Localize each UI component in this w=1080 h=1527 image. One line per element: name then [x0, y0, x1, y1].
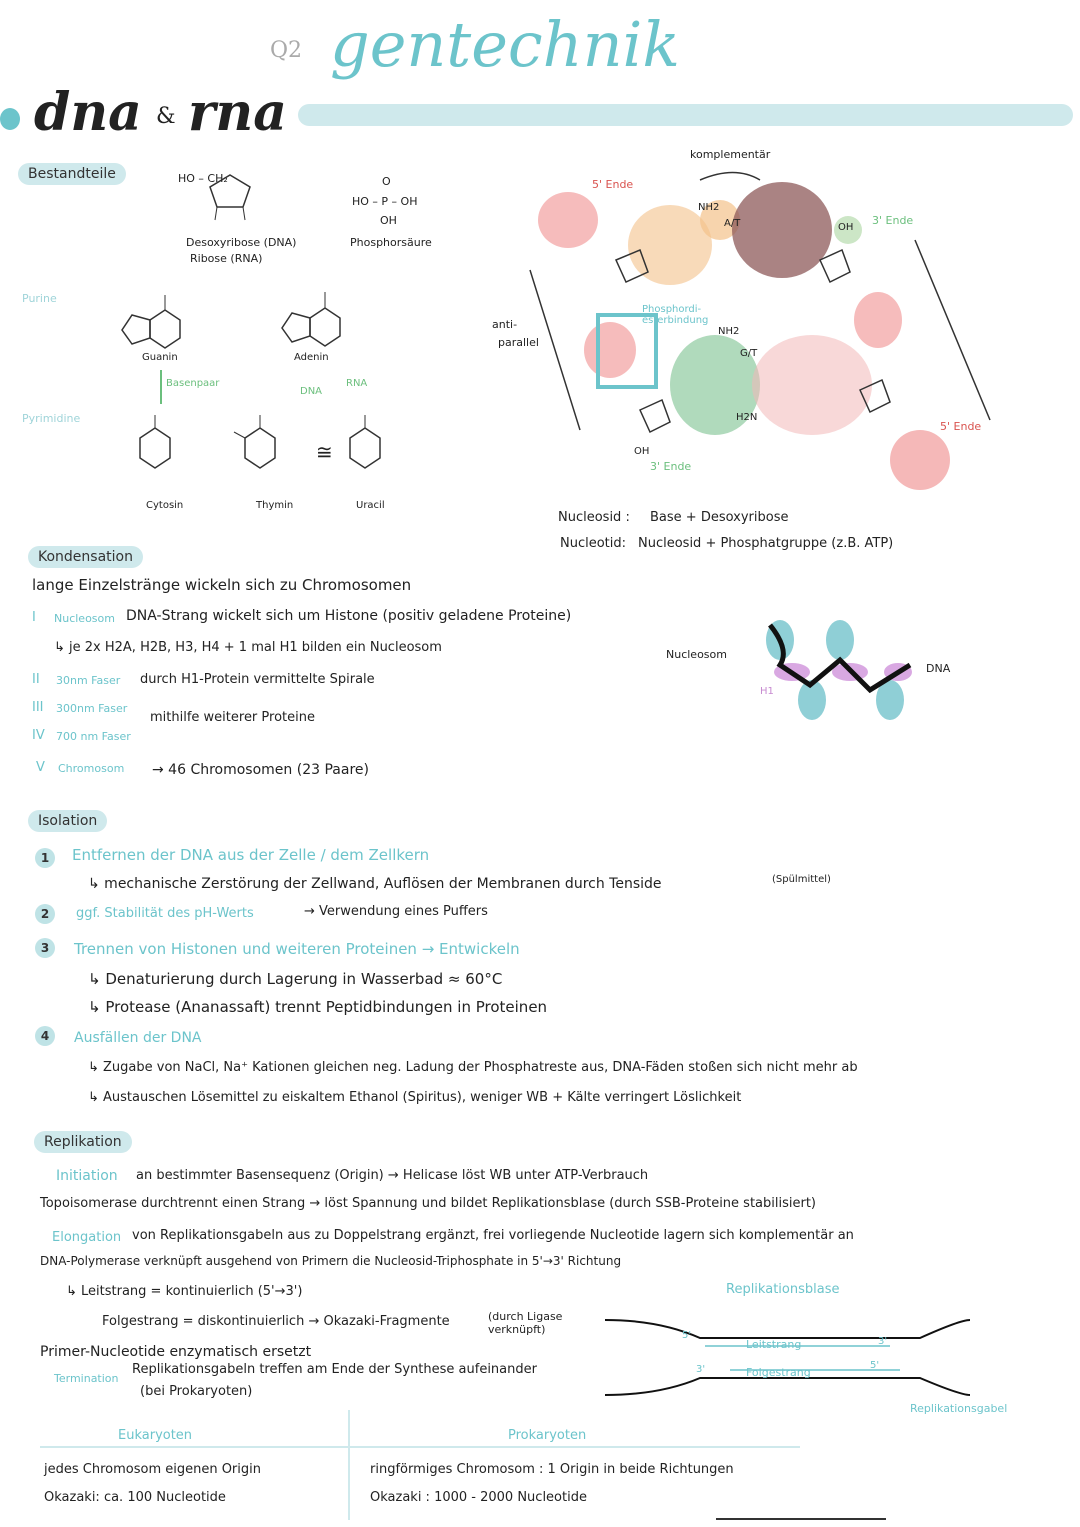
- adenin-label: Adenin: [294, 352, 329, 363]
- pyrimidine-label: Pyrimidine: [22, 412, 81, 425]
- replikationsblase-label: Replikationsblase: [726, 1282, 840, 1297]
- isolation-step2: ggf. Stabilität des pH-Werts: [76, 906, 254, 921]
- kondensation-intro: lange Einzelstränge wickeln sich zu Chromosomen: [32, 576, 412, 594]
- antiparallel-1: anti-: [492, 318, 518, 331]
- sugar-formula: HO – CH₂: [178, 172, 228, 185]
- table-head-prokaryoten: Prokaryoten: [508, 1428, 587, 1443]
- oh-bottom: OH: [634, 446, 650, 457]
- phosphor-top: O: [382, 175, 391, 188]
- isolation-step1-sub: ↳ mechanische Zerstörung der Zellwand, Auflösen der Membranen durch Tenside: [88, 876, 662, 892]
- prime-3b: 3': [696, 1364, 706, 1375]
- cytosin-label: Cytosin: [146, 500, 184, 511]
- subtitle-dna: dna: [34, 82, 142, 143]
- isolation-step3-sub1: ↳ Denaturierung durch Lagerung in Wasserbad ≈ 60°C: [88, 970, 503, 988]
- k-s5-text: → 46 Chromosomen (23 Paare): [152, 762, 369, 778]
- k-s1-term: Nucleosom: [54, 612, 115, 625]
- k-s1-text: DNA-Strang wickelt sich um Histone (positiv geladene Proteine): [126, 608, 572, 624]
- isolation-step2-sub: → Verwendung eines Puffers: [304, 904, 488, 919]
- k-s4-term: 700 nm Faser: [56, 730, 131, 743]
- footer-rule: [716, 1518, 886, 1520]
- table-head-eukaryoten: Eukaryoten: [118, 1428, 193, 1443]
- thymin-label: Thymin: [256, 500, 294, 511]
- uracil-label: Uracil: [356, 500, 385, 511]
- table-pro-row2: Okazaki : 1000 - 2000 Nucleotide: [370, 1490, 587, 1505]
- title-bullet-icon: [0, 108, 20, 130]
- nucleosid-label: Nucleosid :: [558, 510, 630, 525]
- k-s1-sub: ↳ je 2x H2A, H2B, H3, H4 + 1 mal H1 bilden ein Nucleosom: [54, 640, 442, 655]
- leitstrang-label: Leitstrang: [746, 1338, 802, 1351]
- nucleotid-def: Nucleosid + Phosphatgruppe (z.B. ATP): [638, 536, 894, 551]
- isolation-step4-sub2: ↳ Austauschen Lösemittel zu eiskaltem Ethanol (Spiritus), weniger WB + Kälte verringert Löslichkeit: [88, 1090, 742, 1105]
- rna-arrow-label: RNA: [346, 378, 368, 389]
- nucleotid-label: Nucleotid:: [560, 536, 627, 551]
- isolation-step3: Trennen von Histonen und weiteren Proteinen → Entwickeln: [74, 940, 520, 958]
- nh2-top: NH2: [698, 202, 720, 213]
- phosphor-bot: OH: [380, 214, 397, 227]
- isolation-step4: Ausfällen der DNA: [74, 1030, 202, 1046]
- rep-folgestrang: Folgestrang = diskontinuierlich → Okazaki-Fragmente: [102, 1314, 450, 1329]
- nh2-mid: NH2: [718, 326, 740, 337]
- oh-top: OH: [838, 222, 854, 233]
- dna-arrow-label: DNA: [300, 386, 323, 397]
- prime-3a: 3': [878, 1336, 888, 1347]
- antiparallel-2: parallel: [498, 336, 539, 349]
- ribose-label: Ribose (RNA): [190, 252, 263, 265]
- isolation-step1-num: 1: [35, 848, 55, 868]
- guanin-label: Guanin: [142, 352, 178, 363]
- table-pro-row1: ringförmiges Chromosom : 1 Origin in beide Richtungen: [370, 1462, 734, 1477]
- purine-label: Purine: [22, 292, 57, 305]
- nucleosom-illustration: [740, 610, 930, 730]
- phosphor-mid: HO – P – OH: [352, 195, 418, 208]
- h1-label: H1: [760, 686, 774, 697]
- k-s34-text: mithilfe weiterer Proteine: [150, 710, 315, 725]
- k-s3-num: III: [32, 700, 44, 715]
- isolation-step4-sub1: ↳ Zugabe von NaCl, Na⁺ Kationen gleichen neg. Ladung der Phosphatreste aus, DNA-Fäden stoßen sich nicht mehr ab: [88, 1060, 858, 1075]
- section-bestandteile: Bestandteile: [18, 163, 126, 185]
- rep-leitstrang: ↳ Leitstrang = kontinuierlich (5'→3'): [66, 1284, 303, 1299]
- rep-initiation-term: Initiation: [56, 1168, 118, 1184]
- course-label: Q2: [270, 38, 303, 63]
- end5-bottom: 5' Ende: [940, 420, 982, 433]
- replikationsgabel-label: Replikationsgabel: [910, 1402, 1008, 1415]
- page-title: gentechnik: [330, 8, 680, 81]
- k-s5-term: Chromosom: [58, 762, 125, 775]
- table-euk-row2: Okazaki: ca. 100 Nucleotide: [44, 1490, 226, 1505]
- rep-ligase-note: (durch Ligase verknüpft): [488, 1310, 563, 1336]
- end3-bottom: 3' Ende: [650, 460, 692, 473]
- k-s2-num: II: [32, 672, 40, 687]
- nucleosom-label: Nucleosom: [666, 648, 727, 661]
- isolation-step4-num: 4: [35, 1026, 55, 1046]
- approx-symbol: ≅: [316, 440, 333, 464]
- header-bar: [298, 104, 1073, 126]
- isolation-step3-num: 3: [35, 938, 55, 958]
- table-header-line: [40, 1446, 800, 1448]
- k-s3-term: 300nm Faser: [56, 702, 128, 715]
- gc-label: G/T: [740, 348, 758, 359]
- dna-label: DNA: [926, 662, 951, 675]
- rep-termination-text: Replikationsgabeln treffen am Ende der Synthese aufeinander: [132, 1362, 537, 1377]
- table-euk-row1: jedes Chromosom eigenen Origin: [44, 1462, 261, 1477]
- sugar-label: Desoxyribose (DNA): [186, 236, 297, 249]
- nucleosid-def: Base + Desoxyribose: [650, 510, 789, 525]
- k-s4-num: IV: [32, 728, 45, 743]
- isolation-step2-num: 2: [35, 904, 55, 924]
- k-s5-num: V: [36, 760, 45, 775]
- rep-topo: Topoisomerase durchtrennt einen Strang → löst Spannung und bildet Replikationsblase (durch SSB-Proteine stabilisiert): [40, 1196, 817, 1211]
- phosphodiester-label: Phosphordi-esterbindung: [642, 304, 709, 326]
- h2n-label: H2N: [736, 412, 758, 423]
- dna-double-strand-diagram: [520, 140, 1020, 500]
- section-kondensation: Kondensation: [28, 546, 143, 568]
- subtitle-rna: rna: [188, 82, 287, 143]
- rep-elongation-term: Elongation: [52, 1230, 122, 1245]
- isolation-step1: Entfernen der DNA aus der Zelle / dem Zellkern: [72, 846, 430, 864]
- rep-termination-note: (bei Prokaryoten): [140, 1384, 253, 1399]
- k-s2-term: 30nm Faser: [56, 674, 121, 687]
- phosphor-label: Phosphorsäure: [350, 236, 432, 249]
- prime-5a: 5': [682, 1330, 692, 1341]
- rep-elongation-text: von Replikationsgabeln aus zu Doppelstrang ergänzt, frei vorliegende Nucleotide lagern sich komplementär an: [132, 1228, 854, 1243]
- rep-primer: Primer-Nucleotide enzymatisch ersetzt: [40, 1344, 312, 1360]
- k-s1-num: I: [32, 610, 36, 625]
- isolation-step3-sub2: ↳ Protease (Ananassaft) trennt Peptidbindungen in Proteinen: [88, 998, 548, 1016]
- replication-bubble-diagram: [600, 1300, 980, 1410]
- isolation-step1-note: (Spülmittel): [772, 874, 831, 885]
- end3-top: 3' Ende: [872, 214, 914, 227]
- rep-polymerase: DNA-Polymerase verknüpft ausgehend von Primern die Nucleosid-Triphosphate in 5'→3' Richtung: [40, 1254, 622, 1268]
- folgestrang-label: Folgestrang: [746, 1366, 811, 1379]
- table-divider: [348, 1410, 350, 1520]
- section-replikation: Replikation: [34, 1131, 132, 1153]
- basenpaar-arrow-icon: [160, 370, 162, 404]
- subtitle-amp: &: [156, 104, 176, 129]
- komplementaer-label: komplementär: [690, 148, 771, 161]
- basenpaar-label: Basenpaar: [166, 378, 220, 389]
- rep-termination-term: Termination: [54, 1372, 119, 1385]
- end5-top: 5' Ende: [592, 178, 634, 191]
- section-isolation: Isolation: [28, 810, 107, 832]
- rep-initiation-text: an bestimmter Basensequenz (Origin) → Helicase löst WB unter ATP-Verbrauch: [136, 1168, 649, 1183]
- at-label: A/T: [724, 218, 741, 229]
- k-s2-text: durch H1-Protein vermittelte Spirale: [140, 672, 375, 687]
- prime-5b: 5': [870, 1360, 880, 1371]
